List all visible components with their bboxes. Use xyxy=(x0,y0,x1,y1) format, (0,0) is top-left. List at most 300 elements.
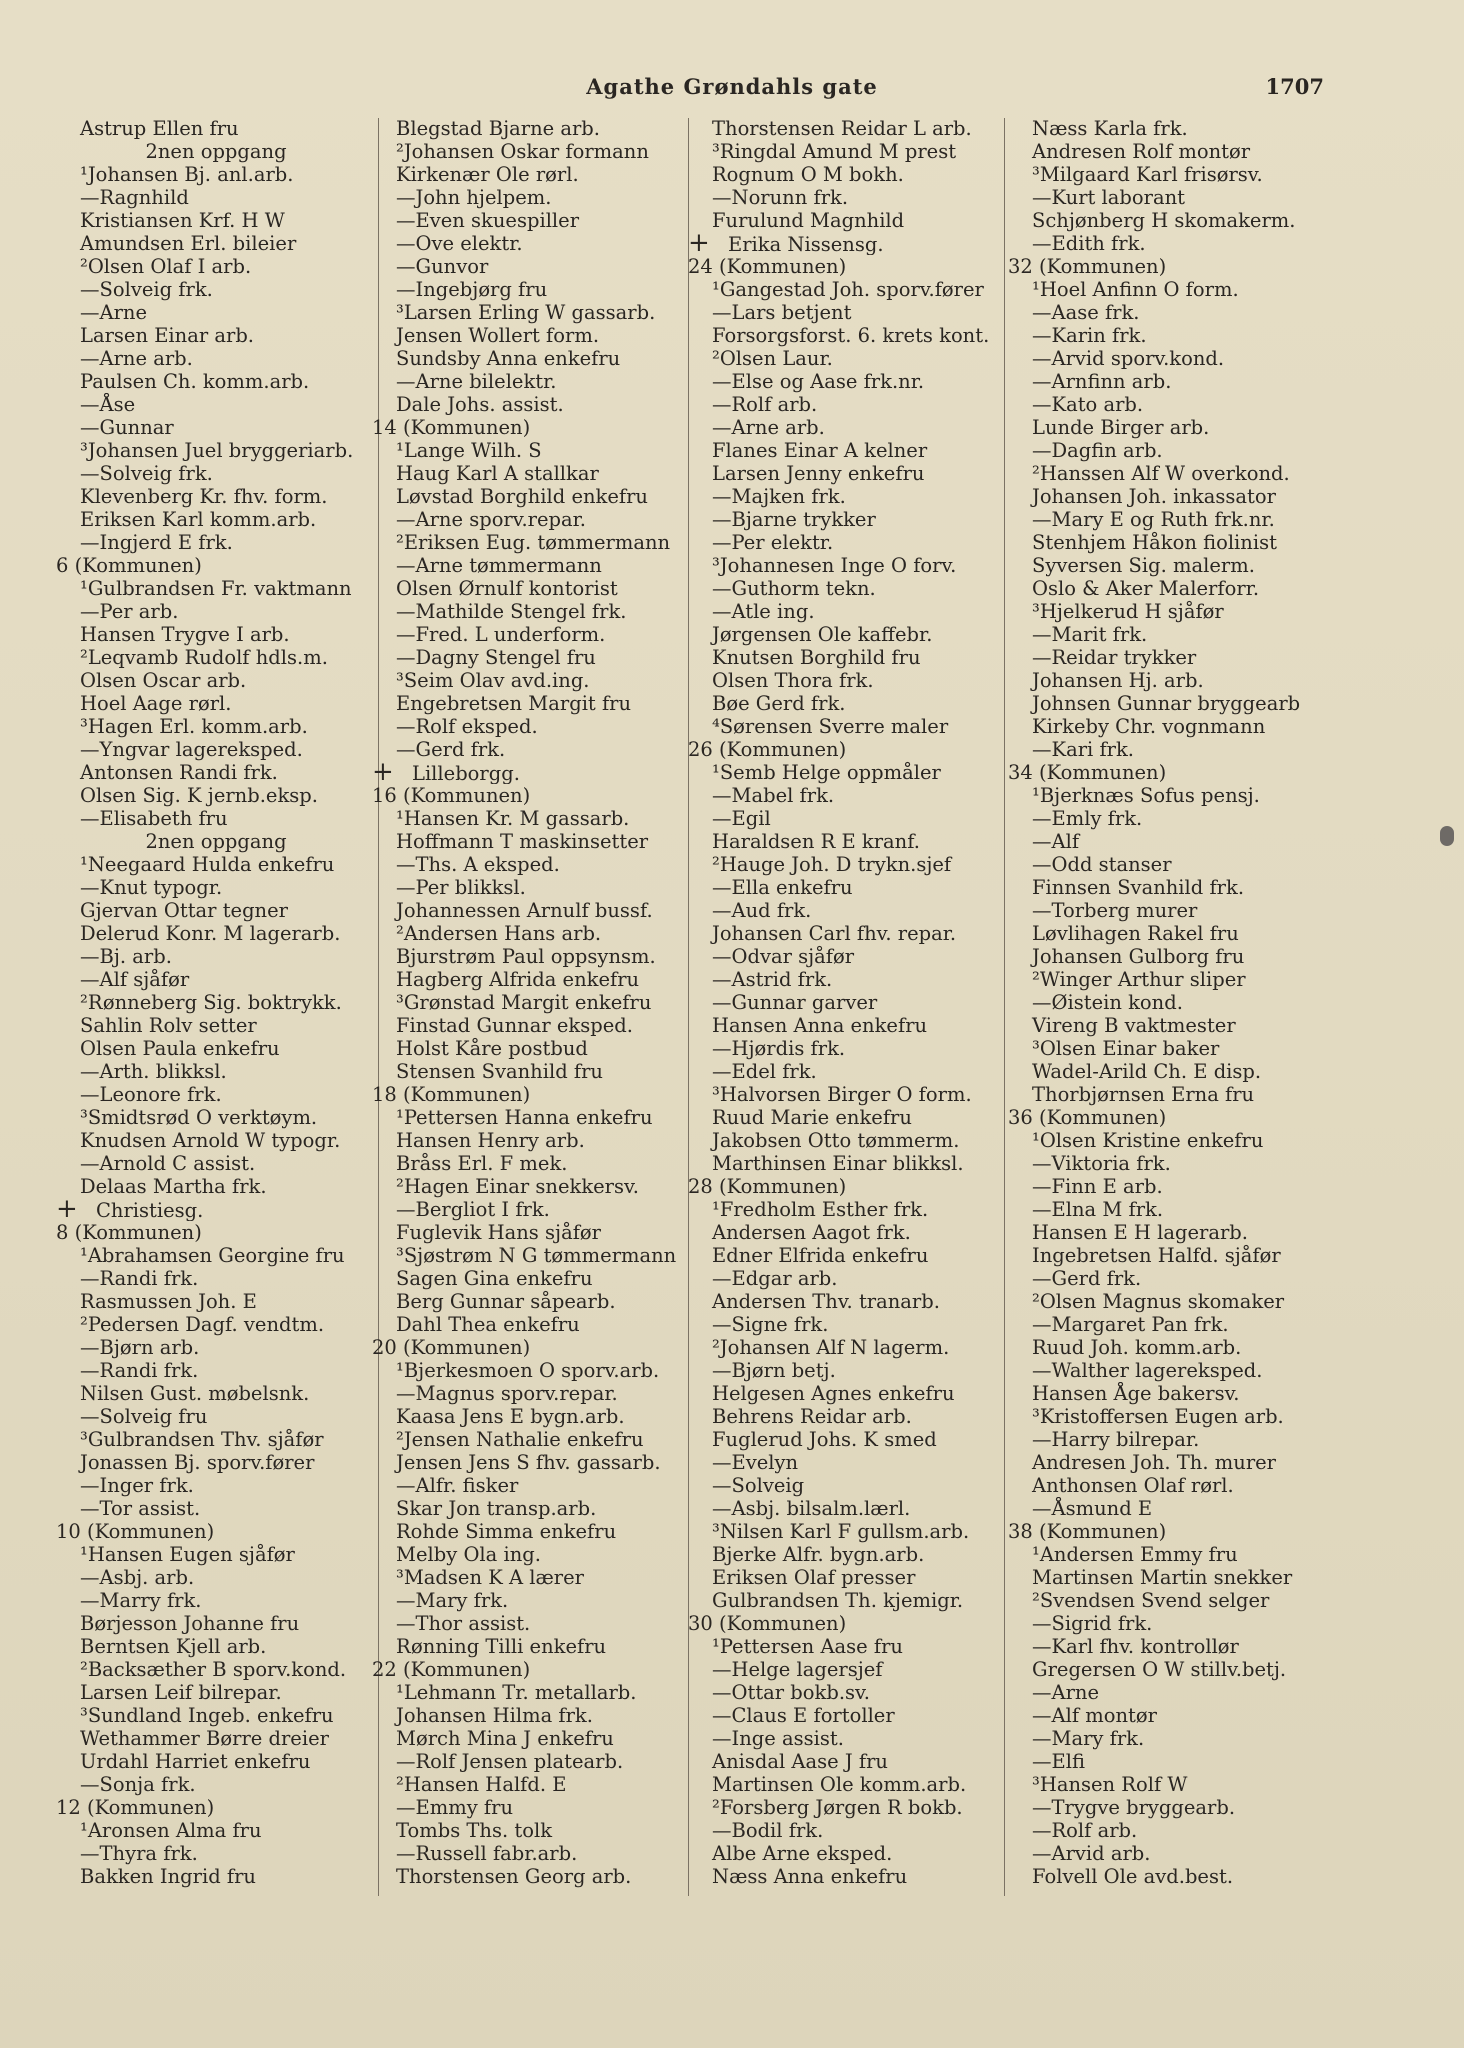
resident-entry: Anisdal Aase J fru xyxy=(712,1750,888,1773)
resident-entry: Blegstad Bjarne arb. xyxy=(396,117,600,140)
resident-entry: —Dagfin arb. xyxy=(1032,439,1163,462)
house-number-heading: 20 (Kommunen) xyxy=(372,1336,531,1359)
resident-entry: —Thor assist. xyxy=(396,1612,531,1635)
resident-entry: ²Eriksen Eug. tømmermann xyxy=(396,531,671,554)
resident-entry: Jensen Jens S fhv. gassarb. xyxy=(396,1451,661,1474)
resident-entry: —Mabel frk. xyxy=(712,784,835,807)
resident-entry: Jørgensen Ole kaffebr. xyxy=(712,623,933,646)
resident-entry: ¹Pettersen Hanna enkefru xyxy=(396,1106,653,1129)
resident-entry: ³Gulbrandsen Thv. sjåfør xyxy=(80,1428,324,1451)
resident-entry: —Kato arb. xyxy=(1032,393,1144,416)
cross-street-marker xyxy=(56,1198,376,1221)
house-number-heading: 36 (Kommunen) xyxy=(1008,1106,1167,1129)
resident-entry: Berg Gunnar såpearb. xyxy=(396,1290,616,1313)
resident-entry: Hansen Anna enkefru xyxy=(712,1014,928,1037)
resident-entry: —Marit frk. xyxy=(1032,623,1148,646)
resident-entry: Oslo & Aker Malerforr. xyxy=(1032,577,1260,600)
street-title: Agathe Grøndahls gate xyxy=(586,74,878,99)
resident-entry: —Ingjerd E frk. xyxy=(80,531,233,554)
resident-entry: Johansen Joh. inkassator xyxy=(1032,485,1276,508)
resident-entry: —Fred. L underform. xyxy=(396,623,606,646)
resident-entry: Furulund Magnhild xyxy=(712,209,905,232)
resident-entry: ¹Lehmann Tr. metallarb. xyxy=(396,1681,637,1704)
resident-entry: Børjesson Johanne fru xyxy=(80,1612,300,1635)
resident-entry: ¹Neegaard Hulda enkefru xyxy=(80,853,335,876)
resident-entry: —Evelyn xyxy=(712,1451,799,1474)
resident-entry: —Emly frk. xyxy=(1032,807,1143,830)
resident-entry: Kaasa Jens E bygn.arb. xyxy=(396,1405,625,1428)
resident-entry: —Thyra frk. xyxy=(80,1842,198,1865)
house-number-heading: 18 (Kommunen) xyxy=(372,1083,531,1106)
resident-entry: Næss Anna enkefru xyxy=(712,1865,908,1888)
resident-entry: Delaas Martha frk. xyxy=(80,1175,267,1198)
resident-entry: Johansen Gulborg fru xyxy=(1032,945,1245,968)
resident-entry: ²Johansen Oskar formann xyxy=(396,140,649,163)
resident-entry: —Aud frk. xyxy=(712,899,812,922)
resident-entry: Dahl Thea enkefru xyxy=(396,1313,580,1336)
resident-entry: —Åsmund E xyxy=(1032,1497,1153,1520)
resident-entry: ¹Johansen Bj. anl.arb. xyxy=(80,163,294,186)
resident-entry: Lunde Birger arb. xyxy=(1032,416,1210,439)
column-divider xyxy=(1004,118,1005,1896)
resident-entry: ²Pedersen Dagf. vendtm. xyxy=(80,1313,325,1336)
resident-entry: ¹Semb Helge oppmåler xyxy=(712,761,941,784)
resident-entry: ²Backsæther B sporv.kond. xyxy=(80,1658,347,1681)
resident-entry: Bakken Ingrid fru xyxy=(80,1865,256,1888)
resident-entry: ¹Lange Wilh. S xyxy=(396,439,542,462)
resident-entry: ²Hanssen Alf W overkond. xyxy=(1032,462,1290,485)
resident-entry: —Viktoria frk. xyxy=(1032,1152,1171,1175)
resident-entry: Andersen Aagot frk. xyxy=(712,1221,911,1244)
resident-entry: Johnsen Gunnar bryggearb xyxy=(1032,692,1301,715)
resident-entry: Antonsen Randi frk. xyxy=(80,761,278,784)
resident-entry: Wethammer Børre dreier xyxy=(80,1727,329,1750)
resident-entry: Jakobsen Otto tømmerm. xyxy=(712,1129,960,1152)
resident-entry: ¹Gangestad Joh. sporv.fører xyxy=(712,278,984,301)
resident-entry: Hagberg Alfrida enkefru xyxy=(396,968,640,991)
resident-entry: Rohde Simma enkefru xyxy=(396,1520,617,1543)
resident-entry: ²Hansen Halfd. E xyxy=(396,1773,567,1796)
resident-entry: Sahlin Rolv setter xyxy=(80,1014,257,1037)
resident-entry: ¹Aronsen Alma fru xyxy=(80,1819,262,1842)
resident-entry: Kirkeby Chr. vognmann xyxy=(1032,715,1266,738)
resident-entry: Bjerke Alfr. bygn.arb. xyxy=(712,1543,925,1566)
resident-entry: Sundsby Anna enkefru xyxy=(396,347,621,370)
resident-entry: —Elisabeth fru xyxy=(80,807,228,830)
resident-entry: Rønning Tilli enkefru xyxy=(396,1635,607,1658)
resident-entry: —Aase frk. xyxy=(1032,301,1140,324)
resident-entry: ²Hauge Joh. D trykn.sjef xyxy=(712,853,952,876)
resident-entry: Delerud Konr. M lagerarb. xyxy=(80,922,341,945)
resident-entry: —Finn E arb. xyxy=(1032,1175,1163,1198)
resident-entry: Albe Arne eksped. xyxy=(712,1842,893,1865)
resident-entry: Løvlihagen Rakel fru xyxy=(1032,922,1239,945)
house-number-heading: 34 (Kommunen) xyxy=(1008,761,1167,784)
resident-entry: Martinsen Martin snekker xyxy=(1032,1566,1293,1589)
resident-entry: Thorstensen Georg arb. xyxy=(396,1865,632,1888)
resident-entry: Andresen Joh. Th. murer xyxy=(1032,1451,1276,1474)
resident-entry: —Ottar bokb.sv. xyxy=(712,1681,870,1704)
resident-entry: Kirkenær Ole rørl. xyxy=(396,163,579,186)
resident-entry: —Alf xyxy=(1032,830,1080,853)
resident-entry: —Arth. blikksl. xyxy=(80,1060,227,1083)
page-header xyxy=(0,74,1464,114)
resident-entry: —Arnold C assist. xyxy=(80,1152,256,1175)
resident-entry: ²Rønneberg Sig. boktrykk. xyxy=(80,991,342,1014)
resident-entry: Olsen Ørnulf kontorist xyxy=(396,577,618,600)
resident-entry: Rognum O M bokh. xyxy=(712,163,904,186)
resident-entry: —Arne bilelektr. xyxy=(396,370,557,393)
resident-entry: Forsorgsforst. 6. krets kont. xyxy=(712,324,990,347)
resident-entry: —Solveig fru xyxy=(80,1405,208,1428)
resident-entry: —Bjarne trykker xyxy=(712,508,876,531)
resident-entry: ²Olsen Laur. xyxy=(712,347,833,370)
resident-entry: ²Olsen Magnus skomaker xyxy=(1032,1290,1285,1313)
resident-entry: —Åse xyxy=(80,393,136,416)
resident-entry: Paulsen Ch. komm.arb. xyxy=(80,370,310,393)
cross-icon: + xyxy=(372,761,394,784)
resident-entry: —Bjørn betj. xyxy=(712,1359,836,1382)
resident-entry: ³Kristoffersen Eugen arb. xyxy=(1032,1405,1284,1428)
resident-entry: —Russell fabr.arb. xyxy=(396,1842,578,1865)
resident-entry: Marthinsen Einar blikksl. xyxy=(712,1152,964,1175)
resident-entry: ²Johansen Alf N lagerm. xyxy=(712,1336,950,1359)
resident-entry: Engebretsen Margit fru xyxy=(396,692,632,715)
resident-entry: —Dagny Stengel fru xyxy=(396,646,596,669)
resident-entry: Vireng B vaktmester xyxy=(1032,1014,1236,1037)
resident-entry: Berntsen Kjell arb. xyxy=(80,1635,267,1658)
resident-entry: Holst Kåre postbud xyxy=(396,1037,588,1060)
resident-entry: —Knut typogr. xyxy=(80,876,223,899)
resident-entry: Tombs Ths. tolk xyxy=(396,1819,553,1842)
resident-entry: Kristiansen Krf. H W xyxy=(80,209,285,232)
resident-entry: ¹Gulbrandsen Fr. vaktmann xyxy=(80,577,352,600)
resident-entry: ³Hjelkerud H sjåfør xyxy=(1032,600,1224,623)
cross-street-marker xyxy=(688,232,1008,255)
resident-entry: —Edith frk. xyxy=(1032,232,1146,255)
house-number-heading: 6 (Kommunen) xyxy=(56,554,202,577)
resident-entry: Sagen Gina enkefru xyxy=(396,1267,593,1290)
resident-entry: ³Johansen Juel bryggeriarb. xyxy=(80,439,354,462)
resident-entry: ¹Bjerkesmoen O sporv.arb. xyxy=(396,1359,660,1382)
resident-entry: Hansen Henry arb. xyxy=(396,1129,585,1152)
resident-entry: Wadel-Arild Ch. E disp. xyxy=(1032,1060,1262,1083)
resident-entry: ³Hagen Erl. komm.arb. xyxy=(80,715,308,738)
resident-entry: —Elfi xyxy=(1032,1750,1085,1773)
resident-entry: Schjønberg H skomakerm. xyxy=(1032,209,1296,232)
resident-entry: Thorbjørnsen Erna fru xyxy=(1032,1083,1255,1106)
column-3 xyxy=(688,117,1008,1888)
resident-entry: —Rolf eksped. xyxy=(396,715,538,738)
resident-entry: Bråss Erl. F mek. xyxy=(396,1152,568,1175)
resident-entry: —Bjørn arb. xyxy=(80,1336,200,1359)
resident-entry: Larsen Jenny enkefru xyxy=(712,462,925,485)
resident-entry: Amundsen Erl. bileier xyxy=(80,232,297,255)
house-number-heading: 32 (Kommunen) xyxy=(1008,255,1167,278)
resident-entry: —Edgar arb. xyxy=(712,1267,838,1290)
house-number-heading: 24 (Kommunen) xyxy=(688,255,847,278)
page-number: 1707 xyxy=(1265,74,1324,99)
resident-entry: —John hjelpem. xyxy=(396,186,552,209)
resident-entry: —Even skuespiller xyxy=(396,209,580,232)
cross-street-marker xyxy=(372,761,692,784)
resident-entry: Stenhjem Håkon fiolinist xyxy=(1032,531,1277,554)
resident-entry: —Sigrid frk. xyxy=(1032,1612,1153,1635)
resident-entry: —Mary E og Ruth frk.nr. xyxy=(1032,508,1275,531)
house-number-heading: 22 (Kommunen) xyxy=(372,1658,531,1681)
resident-entry: —Norunn frk. xyxy=(712,186,849,209)
resident-entry: —Karl fhv. kontrollør xyxy=(1032,1635,1239,1658)
house-number-heading: 12 (Kommunen) xyxy=(56,1796,215,1819)
resident-entry: —Øistein kond. xyxy=(1032,991,1183,1014)
resident-entry: —Ingebjørg fru xyxy=(396,278,548,301)
resident-entry: Folvell Ole avd.best. xyxy=(1032,1865,1234,1888)
resident-entry: ³Olsen Einar baker xyxy=(1032,1037,1220,1060)
resident-entry: —Solveig xyxy=(712,1474,805,1497)
resident-entry: Haraldsen R E kranf. xyxy=(712,830,920,853)
resident-entry: Johannessen Arnulf bussf. xyxy=(396,899,653,922)
resident-entry: —Per arb. xyxy=(80,600,179,623)
resident-entry: Gregersen O W stillv.betj. xyxy=(1032,1658,1287,1681)
resident-entry: —Emmy fru xyxy=(396,1796,514,1819)
resident-entry: —Arnfinn arb. xyxy=(1032,370,1172,393)
resident-entry: —Majken frk. xyxy=(712,485,846,508)
resident-entry: —Edel frk. xyxy=(712,1060,817,1083)
cross-street-name: Christiesg. xyxy=(96,1199,204,1221)
resident-entry: Gulbrandsen Th. kjemigr. xyxy=(712,1589,964,1612)
resident-entry: —Kurt laborant xyxy=(1032,186,1185,209)
resident-entry: Larsen Leif bilrepar. xyxy=(80,1681,282,1704)
resident-entry: —Gunnar garver xyxy=(712,991,878,1014)
resident-entry: Olsen Sig. K jernb.eksp. xyxy=(80,784,318,807)
resident-entry: ²Hagen Einar snekkersv. xyxy=(396,1175,639,1198)
column-4 xyxy=(1008,117,1328,1888)
resident-entry: ³Seim Olav avd.ing. xyxy=(396,669,590,692)
house-number-heading: 28 (Kommunen) xyxy=(688,1175,847,1198)
resident-entry: ²Winger Arthur sliper xyxy=(1032,968,1246,991)
resident-entry: —Kari frk. xyxy=(1032,738,1135,761)
resident-entry: ³Halvorsen Birger O form. xyxy=(712,1083,972,1106)
resident-entry: —Trygve bryggearb. xyxy=(1032,1796,1236,1819)
resident-entry: ¹Abrahamsen Georgine fru xyxy=(80,1244,345,1267)
resident-entry: —Per blikksl. xyxy=(396,876,526,899)
resident-entry: —Mary frk. xyxy=(1032,1727,1145,1750)
resident-entry: ³Johannesen Inge O forv. xyxy=(712,554,957,577)
resident-entry: Behrens Reidar arb. xyxy=(712,1405,912,1428)
resident-entry: Johansen Carl fhv. repar. xyxy=(712,922,957,945)
resident-entry: —Alf sjåfør xyxy=(80,968,190,991)
house-number-heading: 8 (Kommunen) xyxy=(56,1221,202,1244)
resident-entry: ²Forsberg Jørgen R bokb. xyxy=(712,1796,963,1819)
resident-entry: —Rolf arb. xyxy=(1032,1819,1138,1842)
house-number-heading: 30 (Kommunen) xyxy=(688,1612,847,1635)
resident-entry: —Solveig frk. xyxy=(80,278,213,301)
resident-entry: —Harry bilrepar. xyxy=(1032,1428,1200,1451)
resident-entry: —Arne tømmermann xyxy=(396,554,602,577)
resident-entry: Mørch Mina J enkefru xyxy=(396,1727,614,1750)
resident-entry: Fuglerud Johs. K smed xyxy=(712,1428,937,1451)
resident-entry: Fuglevik Hans sjåfør xyxy=(396,1221,601,1244)
resident-entry: Andresen Rolf montør xyxy=(1032,140,1251,163)
resident-entry: —Arne sporv.repar. xyxy=(396,508,587,531)
resident-entry: —Helge lagersjef xyxy=(712,1658,883,1681)
resident-entry: ³Sjøstrøm N G tømmermann xyxy=(396,1244,677,1267)
resident-entry: Johansen Hj. arb. xyxy=(1032,669,1204,692)
resident-entry: ¹Andersen Emmy fru xyxy=(1032,1543,1238,1566)
resident-entry: Knudsen Arnold W typogr. xyxy=(80,1129,341,1152)
resident-entry: Hoel Aage rørl. xyxy=(80,692,232,715)
resident-entry: Ingebretsen Halfd. sjåfør xyxy=(1032,1244,1281,1267)
house-number-heading: 38 (Kommunen) xyxy=(1008,1520,1167,1543)
resident-entry: Martinsen Ole komm.arb. xyxy=(712,1773,967,1796)
resident-entry: —Ove elektr. xyxy=(396,232,523,255)
resident-entry: —Bodil frk. xyxy=(712,1819,824,1842)
resident-entry: —Signe frk. xyxy=(712,1313,829,1336)
house-number-heading: 16 (Kommunen) xyxy=(372,784,531,807)
house-number-heading: 14 (Kommunen) xyxy=(372,416,531,439)
resident-entry: Olsen Thora frk. xyxy=(712,669,874,692)
resident-entry: —Arne xyxy=(1032,1681,1100,1704)
resident-entry: ³Hansen Rolf W xyxy=(1032,1773,1188,1796)
resident-entry: —Alf montør xyxy=(1032,1704,1157,1727)
resident-entry: —Atle ing. xyxy=(712,600,815,623)
resident-entry: Ruud Joh. komm.arb. xyxy=(1032,1336,1242,1359)
resident-entry: Jensen Wollert form. xyxy=(396,324,600,347)
resident-entry: —Rolf Jensen platearb. xyxy=(396,1750,624,1773)
resident-entry: —Ragnhild xyxy=(80,186,189,209)
resident-entry: Rasmussen Joh. E xyxy=(80,1290,257,1313)
resident-entry: —Lars betjent xyxy=(712,301,852,324)
resident-entry: Hansen Åge bakersv. xyxy=(1032,1382,1240,1405)
resident-entry: —Margaret Pan frk. xyxy=(1032,1313,1229,1336)
resident-entry: —Asbj. arb. xyxy=(80,1566,195,1589)
resident-entry: Melby Ola ing. xyxy=(396,1543,541,1566)
resident-entry: Astrup Ellen fru xyxy=(80,117,239,140)
resident-entry: —Ella enkefru xyxy=(712,876,853,899)
resident-entry: Syversen Sig. malerm. xyxy=(1032,554,1255,577)
resident-entry: Hansen Trygve I arb. xyxy=(80,623,290,646)
column-1 xyxy=(56,117,376,1888)
resident-entry: —Odd stanser xyxy=(1032,853,1172,876)
resident-entry: ⁴Sørensen Sverre maler xyxy=(712,715,949,738)
resident-entry: Hoffmann T maskinsetter xyxy=(396,830,649,853)
resident-entry: ³Smidtsrød O verktøym. xyxy=(80,1106,318,1129)
resident-entry: —Sonja frk. xyxy=(80,1773,196,1796)
house-number-heading: 26 (Kommunen) xyxy=(688,738,847,761)
column-2 xyxy=(372,117,692,1888)
resident-entry: —Mary frk. xyxy=(396,1589,509,1612)
resident-entry: —Karin frk. xyxy=(1032,324,1147,347)
resident-entry: —Arvid arb. xyxy=(1032,1842,1151,1865)
resident-entry: —Randi frk. xyxy=(80,1267,199,1290)
resident-entry: Olsen Paula enkefru xyxy=(80,1037,280,1060)
resident-entry: Helgesen Agnes enkefru xyxy=(712,1382,955,1405)
resident-entry: —Asbj. bilsalm.lærl. xyxy=(712,1497,911,1520)
resident-entry: —Guthorm tekn. xyxy=(712,577,876,600)
resident-entry: Finstad Gunnar eksped. xyxy=(396,1014,633,1037)
cross-street-name: Lilleborgg. xyxy=(412,762,520,784)
resident-entry: Ruud Marie enkefru xyxy=(712,1106,912,1129)
resident-entry: Flanes Einar A kelner xyxy=(712,439,928,462)
resident-entry: —Odvar sjåfør xyxy=(712,945,855,968)
resident-entry: Urdahl Harriet enkefru xyxy=(80,1750,311,1773)
resident-entry: ¹Hoel Anfinn O form. xyxy=(1032,278,1239,301)
resident-entry: Thorstensen Reidar L arb. xyxy=(712,117,972,140)
resident-entry: ¹Fredholm Esther frk. xyxy=(712,1198,929,1221)
resident-entry: Eriksen Karl komm.arb. xyxy=(80,508,317,531)
resident-entry: —Astrid frk. xyxy=(712,968,833,991)
resident-entry: ³Nilsen Karl F gullsm.arb. xyxy=(712,1520,970,1543)
resident-entry: ¹Bjerknæs Sofus pensj. xyxy=(1032,784,1260,807)
resident-entry: —Else og Aase frk.nr. xyxy=(712,370,925,393)
resident-entry: —Bj. arb. xyxy=(80,945,172,968)
resident-entry: —Gerd frk. xyxy=(1032,1267,1142,1290)
resident-entry: —Egil xyxy=(712,807,771,830)
resident-entry: ³Ringdal Amund M prest xyxy=(712,140,957,163)
resident-entry: ¹Hansen Eugen sjåfør xyxy=(80,1543,295,1566)
resident-entry: —Claus E fortoller xyxy=(712,1704,895,1727)
resident-entry: —Leonore frk. xyxy=(80,1083,222,1106)
resident-entry: Bøe Gerd frk. xyxy=(712,692,846,715)
entrance-heading: 2nen oppgang xyxy=(145,830,287,853)
resident-entry: Jonassen Bj. sporv.fører xyxy=(80,1451,315,1474)
resident-entry: ³Madsen K A lærer xyxy=(396,1566,584,1589)
resident-entry: ²Jensen Nathalie enkefru xyxy=(396,1428,644,1451)
resident-entry: Haug Karl A stallkar xyxy=(396,462,599,485)
resident-entry: ²Leqvamb Rudolf hdls.m. xyxy=(80,646,328,669)
resident-entry: ³Sundland Ingeb. enkefru xyxy=(80,1704,334,1727)
cross-icon: + xyxy=(688,232,710,255)
resident-entry: Løvstad Borghild enkefru xyxy=(396,485,648,508)
resident-entry: —Alfr. fisker xyxy=(396,1474,519,1497)
resident-entry: —Tor assist. xyxy=(80,1497,201,1520)
resident-entry: Hansen E H lagerarb. xyxy=(1032,1221,1248,1244)
house-number-heading: 10 (Kommunen) xyxy=(56,1520,215,1543)
resident-entry: Andersen Thv. tranarb. xyxy=(712,1290,940,1313)
resident-entry: ¹Olsen Kristine enkefru xyxy=(1032,1129,1264,1152)
resident-entry: —Ths. A eksped. xyxy=(396,853,560,876)
resident-entry: —Arne arb. xyxy=(712,416,825,439)
resident-entry: ²Svendsen Svend selger xyxy=(1032,1589,1270,1612)
punch-hole-mark xyxy=(1440,826,1454,846)
resident-entry: Næss Karla frk. xyxy=(1032,117,1188,140)
resident-entry: Anthonsen Olaf rørl. xyxy=(1032,1474,1234,1497)
resident-entry: —Gunnar xyxy=(80,416,174,439)
resident-entry: —Reidar trykker xyxy=(1032,646,1197,669)
resident-entry: ³Milgaard Karl frisørsv. xyxy=(1032,163,1263,186)
resident-entry: ¹Hansen Kr. M gassarb. xyxy=(396,807,630,830)
resident-entry: Skar Jon transp.arb. xyxy=(396,1497,597,1520)
resident-entry: —Walther lagereksped. xyxy=(1032,1359,1263,1382)
resident-entry: —Arvid sporv.kond. xyxy=(1032,347,1225,370)
resident-entry: Johansen Hilma frk. xyxy=(396,1704,593,1727)
resident-entry: —Rolf arb. xyxy=(712,393,818,416)
resident-entry: Olsen Oscar arb. xyxy=(80,669,247,692)
resident-entry: —Elna M frk. xyxy=(1032,1198,1164,1221)
cross-icon: + xyxy=(56,1198,78,1221)
resident-entry: ²Andersen Hans arb. xyxy=(396,922,602,945)
cross-street-name: Erika Nissensg. xyxy=(728,233,884,255)
resident-entry: —Hjørdis frk. xyxy=(712,1037,846,1060)
resident-entry: —Inger frk. xyxy=(80,1474,194,1497)
resident-entry: Edner Elfrida enkefru xyxy=(712,1244,929,1267)
resident-entry: ³Larsen Erling W gassarb. xyxy=(396,301,656,324)
resident-entry: —Torberg murer xyxy=(1032,899,1198,922)
resident-entry: Nilsen Gust. møbelsnk. xyxy=(80,1382,310,1405)
resident-entry: —Gerd frk. xyxy=(396,738,506,761)
resident-entry: —Bergliot I frk. xyxy=(396,1198,550,1221)
resident-entry: —Inge assist. xyxy=(712,1727,844,1750)
